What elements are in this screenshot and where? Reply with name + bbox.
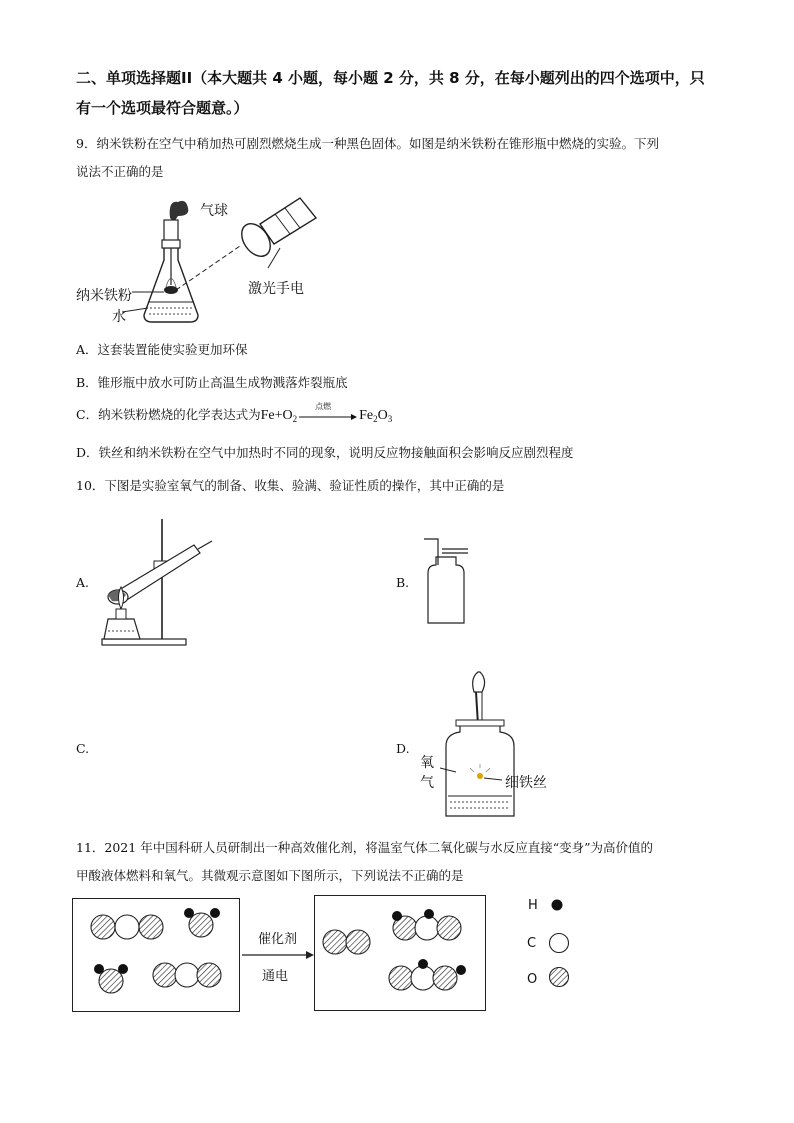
q11-reaction-arrow <box>242 950 314 960</box>
q11-arrow-top-label: 催化剂 <box>258 932 298 947</box>
q11-legend-c-atom <box>548 932 570 954</box>
q10-option-d-label: D. <box>396 741 410 756</box>
q11-legend-h-atom <box>550 898 564 912</box>
section-heading-line1: 二、单项选择题II（本大题共 4 小题，每小题 2 分，共 8 分，在每小题列出的四个选项中，只 <box>76 69 705 87</box>
q10-d-label-oxygen-1: 氧 <box>420 755 434 771</box>
q9-stem-line1: 9．纳米铁粉在空气中稍加热可剧烈燃烧生成一种黑色固体。如图是纳米铁粉在锥形瓶中燃烧的实验。下列 <box>76 136 659 151</box>
q11-arrow-bottom-label: 通电 <box>262 969 289 984</box>
q10-option-c-label: C. <box>76 741 90 756</box>
q11-stem-line2: 甲酸液体燃料和氧气。其微观示意图如下图所示，下列说法不正确的是 <box>76 868 464 883</box>
q9-stem-line2: 说法不正确的是 <box>76 164 164 179</box>
q9-equation-left: $Fe+O_2$ <box>260 408 298 424</box>
q9-equation-right: $Fe_2O_3$ <box>359 408 393 424</box>
q11-legend-o-atom <box>548 966 570 988</box>
q11-legend-o-label: O <box>527 972 538 987</box>
q9-label-laser: 激光手电 <box>248 281 304 297</box>
q11-stem-line1: 11．2021 年中国科研人员研制出一种高效催化剂，将温室气体二氧化碳与水反应直接“变身”为高价值的 <box>76 840 653 855</box>
q9-option-a: A．这套装置能使实验更加环保 <box>76 342 248 357</box>
q10-option-a-label: A. <box>76 575 90 590</box>
q9-option-b: B．锥形瓶中放水可防止高温生成物溅落炸裂瓶底 <box>76 375 348 390</box>
q9-option-c-prefix: C．纳米铁粉燃烧的化学表达式为 <box>76 407 261 422</box>
q11-legend-h-label: H <box>528 898 538 913</box>
q9-label-water: 水 <box>112 309 126 325</box>
q9-label-nano-iron: 纳米铁粉 <box>76 288 132 304</box>
q9-equation-condition: 点燃 <box>315 401 332 411</box>
q10-stem: 10．下图是实验室氧气的制备、收集、验满、验证性质的操作，其中正确的是 <box>76 478 505 493</box>
q11-reactants-box <box>72 898 240 1012</box>
q9-option-c <box>76 401 393 424</box>
q10-a-apparatus-figure <box>94 515 224 650</box>
q9-option-d: D．铁丝和纳米铁粉在空气中加热时不同的现象，说明反应物接触面积会影响反应剧烈程度 <box>76 445 574 460</box>
q10-d-label-oxygen-2: 气 <box>420 775 434 791</box>
q10-b-collection-bottle-figure <box>420 535 480 630</box>
q11-legend-c-label: C <box>527 936 537 951</box>
q9-equation-arrow <box>297 401 359 423</box>
section-heading-line2: 有一个选项最符合题意。） <box>76 99 249 117</box>
q10-d-label-iron-wire: 细铁丝 <box>505 775 547 791</box>
q9-label-balloon: 气球 <box>200 203 228 219</box>
q11-products-box <box>314 895 486 1011</box>
q10-option-b-label: B. <box>396 575 410 590</box>
q10-d-iron-wire-figure <box>440 668 520 823</box>
